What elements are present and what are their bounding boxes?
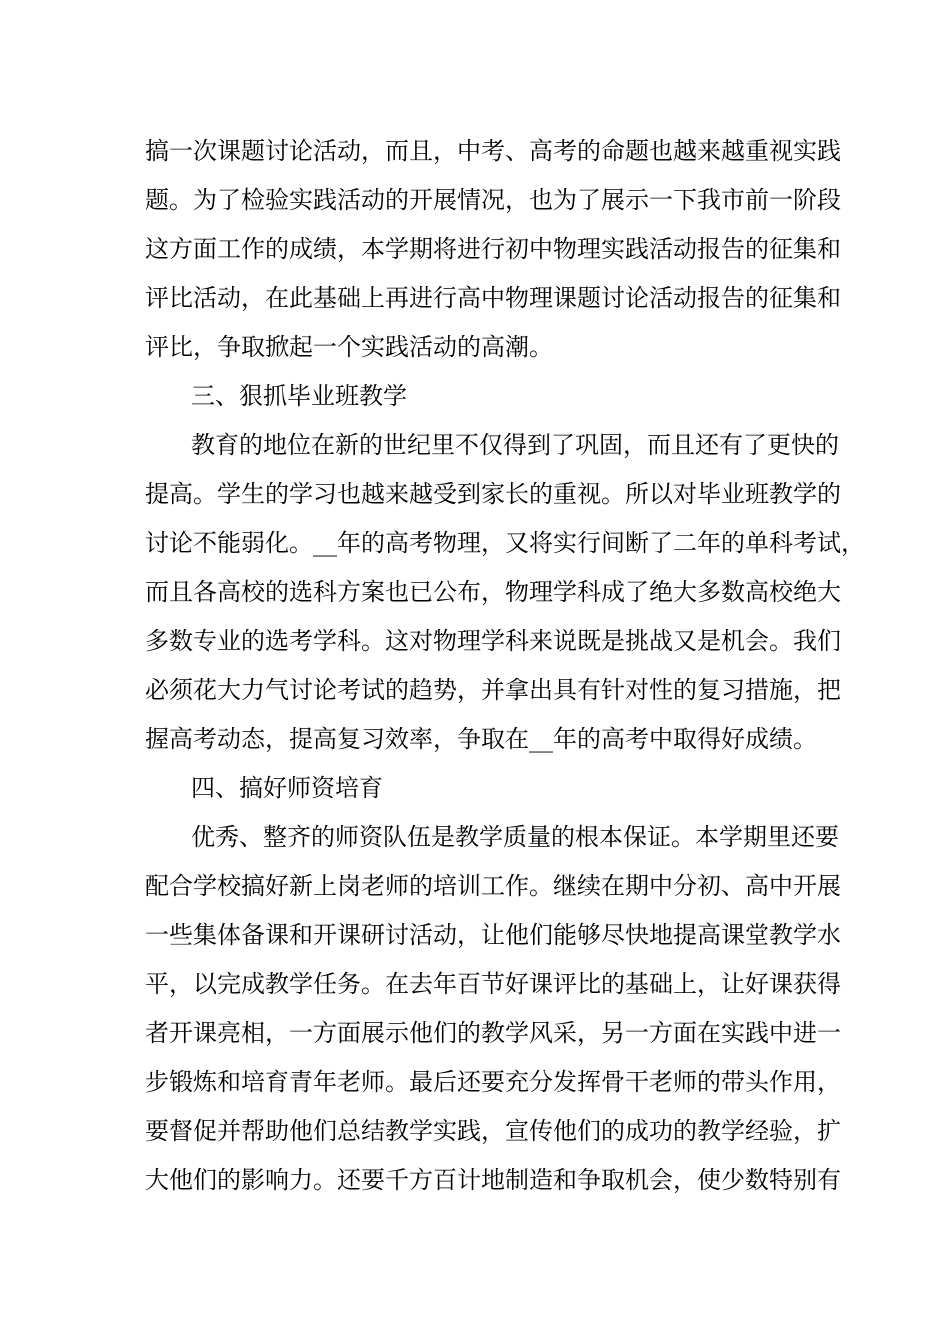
- text-line: 题。为了检验实践活动的开展情况，也为了展示一下我市前一阶段: [145, 186, 841, 214]
- text-line: 步锻炼和培育青年老师。最后还要充分发挥骨干老师的带头作用，: [145, 1068, 841, 1096]
- text-line: 平，以完成教学任务。在去年百节好课评比的基础上，让好课获得: [145, 970, 841, 998]
- text-line: 多数专业的选考学科。这对物理学科来说既是挑战又是机会。我们: [145, 627, 841, 655]
- text-line: 必须花大力气讨论考试的趋势，并拿出具有针对性的复习措施，把: [145, 676, 841, 704]
- paragraph: [145, 813, 841, 1205]
- text-line: 一些集体备课和开课研讨活动，让他们能够尽快地提高课堂教学水: [145, 921, 841, 949]
- paragraph: [145, 421, 865, 764]
- text-line: 握高考动态，提高复习效率，争取在__年的高考中取得好成绩。: [145, 725, 817, 753]
- text-line: 要督促并帮助他们总结教学实践，宣传他们的成功的教学经验，扩: [145, 1117, 841, 1145]
- section-heading-text: 四、搞好师资培育: [191, 774, 383, 802]
- text-line: 提高。学生的学习也越来越受到家长的重视。所以对毕业班教学的: [145, 480, 841, 508]
- section-heading: [145, 372, 810, 421]
- text-line: 而且各高校的选科方案也已公布，物理学科成了绝大多数高校绝大: [145, 578, 841, 606]
- text-line: 评比活动，在此基础上再进行高中物理课题讨论活动报告的征集和: [145, 284, 841, 312]
- text-line: 这方面工作的成绩，本学期将进行初中物理实践活动报告的征集和: [145, 235, 841, 263]
- document-body: [145, 127, 865, 1205]
- paragraph: [145, 127, 841, 372]
- text-line: 搞一次课题讨论活动，而且，中考、高考的命题也越来越重视实践: [145, 137, 841, 165]
- text-line: 评比，争取掀起一个实践活动的高潮。: [145, 333, 553, 361]
- text-line: 配合学校搞好新上岗老师的培训工作。继续在期中分初、高中开展: [145, 872, 841, 900]
- text-line: 者开课亮相，一方面展示他们的教学风采，另一方面在实践中进一: [145, 1019, 841, 1047]
- text-line: 大他们的影响力。还要千方百计地制造和争取机会，使少数特别有: [145, 1166, 841, 1194]
- text-line: 优秀、整齐的师资队伍是教学质量的根本保证。本学期里还要: [191, 823, 839, 851]
- text-line: 教育的地位在新的世纪里不仅得到了巩固，而且还有了更快的: [191, 431, 839, 459]
- section-heading-text: 三、狠抓毕业班教学: [191, 382, 407, 410]
- section-heading: [145, 764, 810, 813]
- text-line: 讨论不能弱化。__年的高考物理，又将实行间断了二年的单科考试，: [145, 529, 865, 557]
